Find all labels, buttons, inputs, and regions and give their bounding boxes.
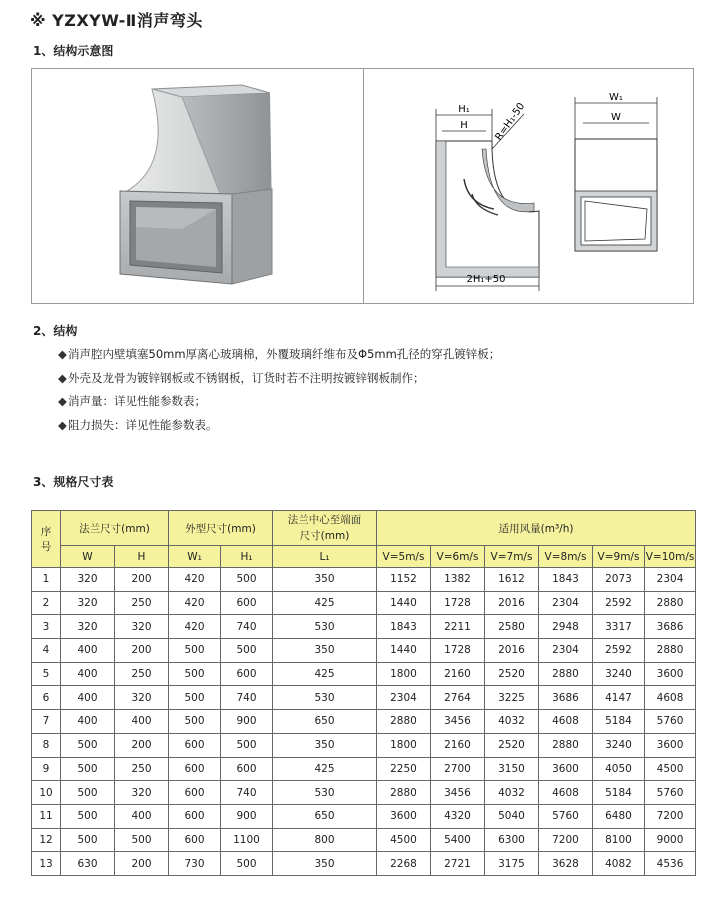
table-cell: 10 (32, 781, 61, 805)
table-cell: 500 (61, 781, 115, 805)
table-cell: 4500 (377, 828, 431, 852)
table-cell: 400 (61, 639, 115, 663)
table-cell: 9000 (645, 828, 696, 852)
table-row (32, 757, 696, 781)
table-cell: 600 (221, 757, 273, 781)
table-cell: 6480 (593, 804, 645, 828)
table-cell: 320 (61, 615, 115, 639)
table-cell: 2160 (431, 733, 485, 757)
table-cell: 600 (169, 757, 221, 781)
table-cell: 2592 (593, 639, 645, 663)
table-cell: 500 (169, 686, 221, 710)
table-header-row (32, 511, 696, 546)
table-cell: 600 (169, 828, 221, 852)
subheader-cell: V=7m/s (485, 546, 539, 568)
table-cell: 2880 (645, 591, 696, 615)
table-cell: 3175 (485, 852, 539, 876)
table-cell: 400 (115, 710, 169, 734)
diagram-divider (363, 69, 364, 303)
table-cell: 2721 (431, 852, 485, 876)
table-cell: 2520 (485, 733, 539, 757)
table-cell: 2764 (431, 686, 485, 710)
table-cell: 600 (221, 662, 273, 686)
table-cell: 3686 (645, 615, 696, 639)
table-cell: 6 (32, 686, 61, 710)
subheader-cell: L₁ (273, 546, 377, 568)
page-title: ※ YZXYW-Ⅱ消声弯头 (30, 11, 203, 30)
table-cell: 400 (115, 804, 169, 828)
table-cell: 4 (32, 639, 61, 663)
list-item: ◆消声量：详见性能参数表； (58, 390, 500, 414)
table-row (32, 686, 696, 710)
table-cell: 5760 (539, 804, 593, 828)
table-row (32, 781, 696, 805)
table-cell: 1843 (539, 568, 593, 592)
diagram-frame (31, 68, 694, 304)
table-cell: 900 (221, 804, 273, 828)
table-cell: 5400 (431, 828, 485, 852)
section-heading-structure: 2、结构 (33, 324, 78, 338)
table-cell: 4608 (539, 781, 593, 805)
table-cell: 3456 (431, 710, 485, 734)
table-cell: 400 (61, 710, 115, 734)
radius-label: R=H₁-50 (493, 101, 528, 143)
table-cell: 1800 (377, 733, 431, 757)
bullet-icon: ◆ (58, 347, 67, 361)
table-cell: 4032 (485, 781, 539, 805)
table-row (32, 828, 696, 852)
table-cell: 1440 (377, 639, 431, 663)
table-cell: 250 (115, 662, 169, 686)
table-cell: 5760 (645, 781, 696, 805)
table-cell: 2 (32, 591, 61, 615)
table-cell: 425 (273, 662, 377, 686)
table-cell: 650 (273, 710, 377, 734)
table-cell: 200 (115, 852, 169, 876)
structure-list (58, 343, 500, 437)
table-row (32, 591, 696, 615)
table-cell: 1100 (221, 828, 273, 852)
table-cell: 200 (115, 568, 169, 592)
table-cell: 3456 (431, 781, 485, 805)
table-cell: 6300 (485, 828, 539, 852)
table-row (32, 639, 696, 663)
table-cell: 13 (32, 852, 61, 876)
dim-w-label: W (611, 112, 621, 123)
table-cell: 1800 (377, 662, 431, 686)
table-cell: 500 (221, 733, 273, 757)
table-cell: 2880 (377, 781, 431, 805)
table-cell: 420 (169, 568, 221, 592)
table-cell: 11 (32, 804, 61, 828)
subheader-cell: V=6m/s (431, 546, 485, 568)
table-cell: 900 (221, 710, 273, 734)
table-cell: 3600 (645, 662, 696, 686)
table-cell: 350 (273, 639, 377, 663)
table-cell: 425 (273, 757, 377, 781)
table-cell: 500 (221, 639, 273, 663)
table-cell: 7200 (645, 804, 696, 828)
table-cell: 320 (61, 591, 115, 615)
table-cell: 2880 (539, 733, 593, 757)
table-cell: 350 (273, 568, 377, 592)
table-cell: 400 (61, 686, 115, 710)
product-photo (32, 69, 362, 303)
table-cell: 500 (221, 852, 273, 876)
table-cell: 2520 (485, 662, 539, 686)
dim-h-label: H (460, 120, 468, 131)
table-cell: 420 (169, 591, 221, 615)
table-cell: 600 (169, 733, 221, 757)
table-cell: 500 (61, 757, 115, 781)
subheader-cell: H₁ (221, 546, 273, 568)
table-row (32, 615, 696, 639)
table-cell: 2073 (593, 568, 645, 592)
table-cell: 320 (115, 615, 169, 639)
table-cell: 320 (61, 568, 115, 592)
table-cell: 1152 (377, 568, 431, 592)
table-cell: 530 (273, 686, 377, 710)
table-cell: 2304 (377, 686, 431, 710)
table-cell: 350 (273, 733, 377, 757)
table-cell: 1843 (377, 615, 431, 639)
table-cell: 2880 (377, 710, 431, 734)
table-cell: 650 (273, 804, 377, 828)
table-cell: 2880 (645, 639, 696, 663)
bullet-icon: ◆ (58, 394, 67, 408)
table-cell: 4082 (593, 852, 645, 876)
table-cell: 530 (273, 781, 377, 805)
table-cell: 250 (115, 757, 169, 781)
bullet-icon: ◆ (58, 370, 67, 385)
table-cell: 3240 (593, 662, 645, 686)
table-cell: 200 (115, 733, 169, 757)
table-cell: 250 (115, 591, 169, 615)
section-heading-diagram: 1、结构示意图 (33, 44, 114, 58)
header-airflow: 适用风量(m³/h) (377, 511, 696, 546)
table-cell: 4500 (645, 757, 696, 781)
table-subheader-row (32, 546, 696, 568)
table-cell: 8100 (593, 828, 645, 852)
table-row (32, 733, 696, 757)
table-row (32, 568, 696, 592)
table-cell: 3628 (539, 852, 593, 876)
table-cell: 800 (273, 828, 377, 852)
table-cell: 2016 (485, 591, 539, 615)
table-cell: 2304 (539, 639, 593, 663)
table-cell: 1728 (431, 639, 485, 663)
table-cell: 4320 (431, 804, 485, 828)
table-cell: 1612 (485, 568, 539, 592)
table-cell: 1 (32, 568, 61, 592)
table-cell: 9 (32, 757, 61, 781)
dim-w1-label: W₁ (609, 92, 623, 103)
table-cell: 740 (221, 686, 273, 710)
table-cell: 600 (169, 804, 221, 828)
table-cell: 2211 (431, 615, 485, 639)
subheader-cell: V=10m/s (645, 546, 696, 568)
table-cell: 4608 (539, 710, 593, 734)
table-cell: 12 (32, 828, 61, 852)
table-cell: 200 (115, 639, 169, 663)
table-cell: 500 (221, 568, 273, 592)
table-cell: 2304 (645, 568, 696, 592)
table-cell: 400 (61, 662, 115, 686)
subheader-cell: V=5m/s (377, 546, 431, 568)
table-cell: 4147 (593, 686, 645, 710)
subheader-cell: W (61, 546, 115, 568)
table-cell: 5760 (645, 710, 696, 734)
section-drawing (394, 69, 554, 303)
subheader-cell: V=9m/s (593, 546, 645, 568)
table-cell: 4608 (645, 686, 696, 710)
dim-h1-label: H₁ (458, 104, 470, 115)
table-cell: 2592 (593, 591, 645, 615)
table-cell: 1382 (431, 568, 485, 592)
table-cell: 730 (169, 852, 221, 876)
front-view-drawing (557, 69, 677, 303)
table-cell: 740 (221, 781, 273, 805)
subheader-cell: V=8m/s (539, 546, 593, 568)
table-cell: 2580 (485, 615, 539, 639)
table-cell: 2880 (539, 662, 593, 686)
table-cell: 320 (115, 686, 169, 710)
bullet-icon: ◆ (58, 417, 67, 432)
table-cell: 320 (115, 781, 169, 805)
table-cell: 425 (273, 591, 377, 615)
table-cell: 2948 (539, 615, 593, 639)
table-cell: 600 (221, 591, 273, 615)
table-row (32, 852, 696, 876)
table-cell: 5184 (593, 710, 645, 734)
table-cell: 500 (61, 733, 115, 757)
table-cell: 3317 (593, 615, 645, 639)
table-cell: 2268 (377, 852, 431, 876)
table-cell: 4050 (593, 757, 645, 781)
subheader-cell: H (115, 546, 169, 568)
list-item: ◆消声腔内壁填塞50mm厚离心玻璃棉，外覆玻璃纤维布及Φ5mm孔径的穿孔镀锌板； (58, 343, 500, 367)
table-cell: 530 (273, 615, 377, 639)
dim-bottom-label: 2H₁+50 (466, 274, 506, 285)
list-item: ◆阻力损失：详见性能参数表。 (58, 414, 500, 438)
section-heading-spec-table: 3、规格尺寸表 (33, 475, 114, 489)
table-cell: 3686 (539, 686, 593, 710)
table-cell: 1728 (431, 591, 485, 615)
table-cell: 3 (32, 615, 61, 639)
table-cell: 500 (169, 710, 221, 734)
table-cell: 3600 (377, 804, 431, 828)
table-row (32, 662, 696, 686)
table-cell: 500 (169, 662, 221, 686)
table-row (32, 804, 696, 828)
table-cell: 7 (32, 710, 61, 734)
table-cell: 2304 (539, 591, 593, 615)
table-cell: 8 (32, 733, 61, 757)
header-flange: 法兰尺寸(mm) (61, 511, 169, 546)
table-cell: 3225 (485, 686, 539, 710)
table-cell: 3150 (485, 757, 539, 781)
table-cell: 2016 (485, 639, 539, 663)
table-cell: 500 (61, 828, 115, 852)
table-cell: 5 (32, 662, 61, 686)
table-cell: 630 (61, 852, 115, 876)
table-cell: 5040 (485, 804, 539, 828)
header-outer: 外型尺寸(mm) (169, 511, 273, 546)
table-cell: 4536 (645, 852, 696, 876)
table-cell: 2250 (377, 757, 431, 781)
table-cell: 5184 (593, 781, 645, 805)
table-cell: 740 (221, 615, 273, 639)
table-cell: 2160 (431, 662, 485, 686)
table-cell: 500 (169, 639, 221, 663)
table-row (32, 710, 696, 734)
table-cell: 3240 (593, 733, 645, 757)
subheader-cell: W₁ (169, 546, 221, 568)
header-seq: 序号 (32, 511, 61, 568)
table-cell: 3600 (539, 757, 593, 781)
table-cell: 500 (61, 804, 115, 828)
table-cell: 7200 (539, 828, 593, 852)
table-cell: 4032 (485, 710, 539, 734)
table-cell: 2700 (431, 757, 485, 781)
spec-table (31, 510, 696, 876)
table-cell: 500 (115, 828, 169, 852)
table-cell: 420 (169, 615, 221, 639)
list-item: ◆外壳及龙骨为镀锌钢板或不锈钢板，订货时若不注明按镀锌钢板制作； (58, 367, 500, 391)
table-cell: 3600 (645, 733, 696, 757)
table-cell: 1440 (377, 591, 431, 615)
header-center: 法兰中心至端面尺寸(mm) (273, 511, 377, 546)
table-cell: 350 (273, 852, 377, 876)
table-cell: 600 (169, 781, 221, 805)
